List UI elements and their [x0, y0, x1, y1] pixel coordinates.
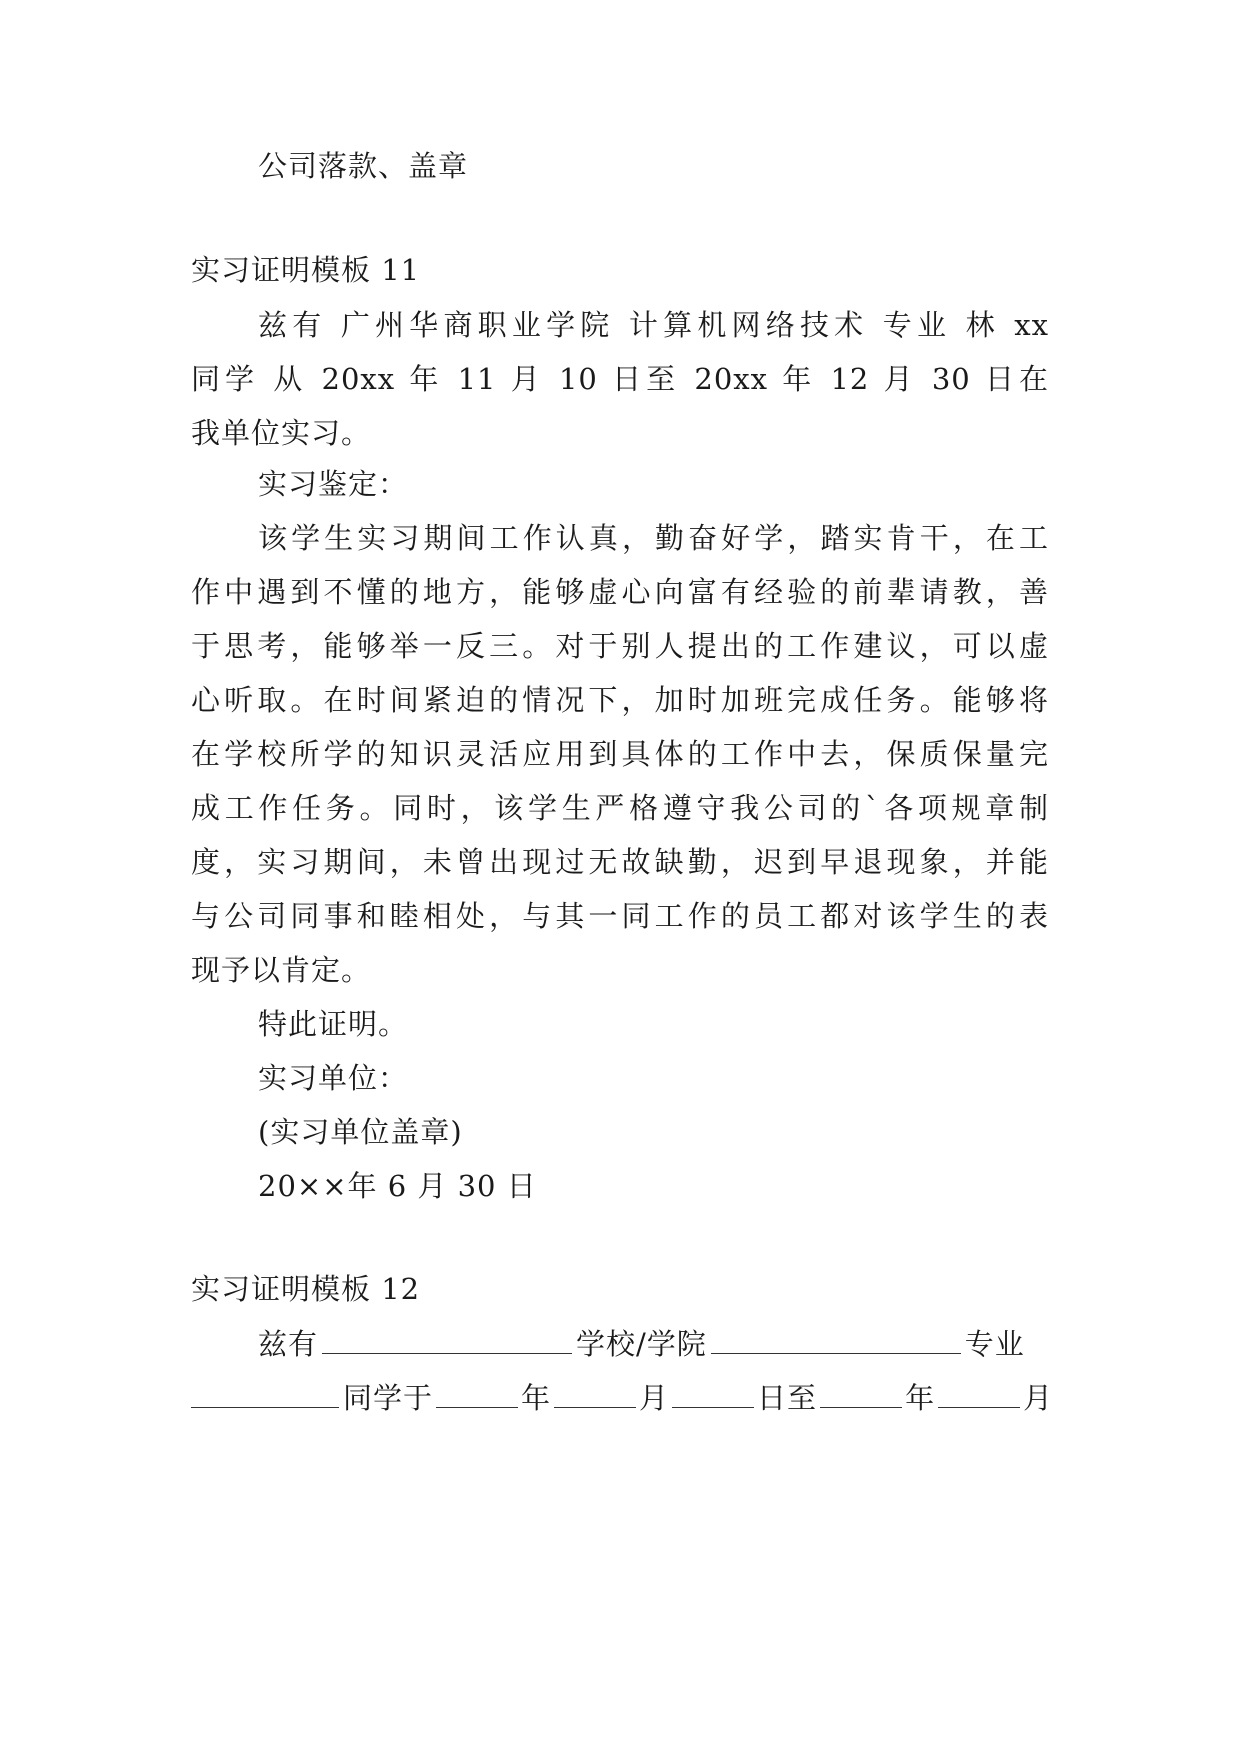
- start-year-blank[interactable]: [436, 1381, 518, 1408]
- t12-l1-text-2: 学校/学院: [576, 1327, 707, 1361]
- student-name-blank[interactable]: [191, 1381, 339, 1408]
- appraisal-line-5: 在学校所学的知识灵活应用到具体的工作中去，保质保量完: [191, 737, 1049, 771]
- template11-intro-line-2: 同学 从 20xx 年 11 月 10 日至 20xx 年 12 月 30 日在: [191, 362, 1049, 396]
- t12-l2-text-1: 同学于: [343, 1381, 434, 1415]
- template12-line-1: [258, 1326, 1049, 1362]
- template11-intro-line-3: 我单位实习。: [191, 416, 372, 450]
- unit-label: 实习单位：: [258, 1061, 409, 1095]
- t12-l1-text-3: 专业: [964, 1327, 1025, 1361]
- appraisal-line-3: 于思考，能够举一反三。对于别人提出的工作建议，可以虚: [191, 629, 1049, 663]
- signature-date: 20××年 6 月 30 日: [258, 1169, 537, 1203]
- appraisal-line-8: 与公司同事和睦相处，与其一同工作的员工都对该学生的表: [191, 899, 1049, 933]
- appraisal-label: 实习鉴定：: [258, 467, 409, 501]
- appraisal-line-9: 现予以肯定。: [191, 953, 372, 987]
- template12-heading: 实习证明模板 12: [191, 1272, 421, 1306]
- t12-l2-text-3: 月: [639, 1381, 670, 1415]
- appraisal-line-6: 成工作任务。同时，该学生严格遵守我公司的`各项规章制: [191, 791, 1049, 825]
- template11-heading: 实习证明模板 11: [191, 253, 421, 287]
- appraisal-line-2: 作中遇到不懂的地方，能够虚心向富有经验的前辈请教，善: [191, 575, 1049, 609]
- major-blank[interactable]: [711, 1327, 961, 1354]
- school-blank[interactable]: [322, 1327, 572, 1354]
- t12-l1-text-1: 兹有: [258, 1327, 319, 1361]
- end-month-blank[interactable]: [938, 1381, 1020, 1408]
- appraisal-line-1: 该学生实习期间工作认真，勤奋好学，踏实肯干，在工: [258, 521, 1049, 555]
- certify-text: 特此证明。: [258, 1007, 409, 1041]
- t12-l2-text-2: 年: [521, 1381, 552, 1415]
- end-year-blank[interactable]: [820, 1381, 902, 1408]
- prev-closing: 公司落款、盖章: [258, 149, 469, 183]
- appraisal-line-7: 度，实习期间，未曾出现过无故缺勤，迟到早退现象，并能: [191, 845, 1049, 879]
- start-month-blank[interactable]: [554, 1381, 636, 1408]
- template11-intro-line-1: 兹有 广州华商职业学院 计算机网络技术 专业 林 xx: [258, 308, 1049, 342]
- t12-l2-text-5: 年: [905, 1381, 936, 1415]
- seal-text: (实习单位盖章): [258, 1115, 463, 1149]
- start-day-blank[interactable]: [672, 1381, 754, 1408]
- template12-line-2: [191, 1380, 1054, 1416]
- t12-l2-text-6: 月: [1023, 1381, 1054, 1415]
- t12-l2-text-4: 日至: [757, 1381, 818, 1415]
- appraisal-line-4: 心听取。在时间紧迫的情况下，加时加班完成任务。能够将: [191, 683, 1049, 717]
